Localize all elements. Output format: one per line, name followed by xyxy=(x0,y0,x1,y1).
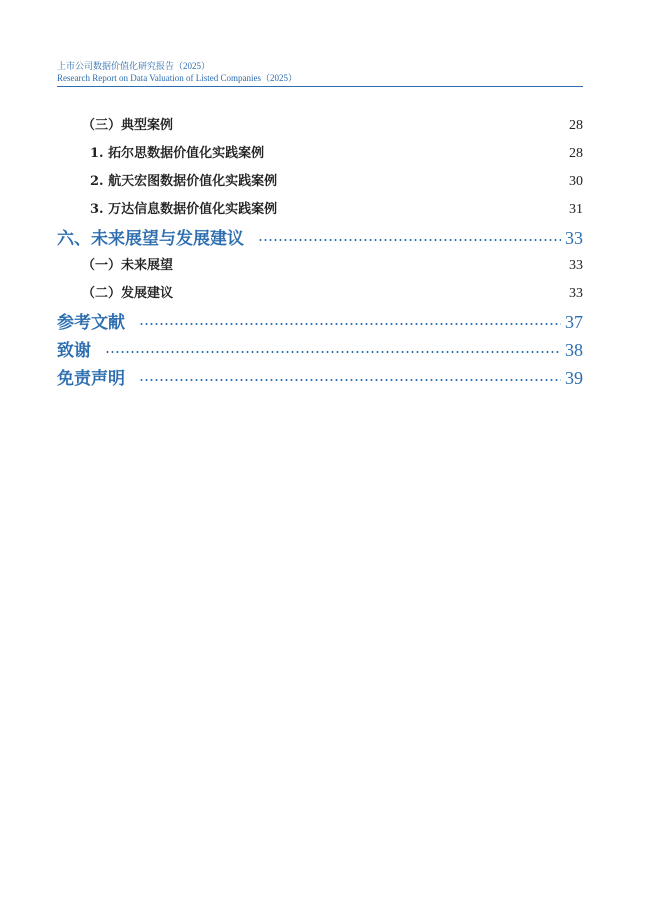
toc-entry-page: 31 xyxy=(569,202,583,217)
toc-entry-page: 28 xyxy=(569,118,583,133)
toc-entry-label: （二）发展建议 xyxy=(82,286,174,301)
header-title-cn: 上市公司数据价值化研究报告（2025） xyxy=(57,61,211,71)
toc-entry-page: 33 xyxy=(569,258,583,273)
table-of-contents xyxy=(57,112,583,392)
toc-chapter-page: 38 xyxy=(565,340,583,360)
toc-entry[interactable] xyxy=(57,196,583,224)
toc-chapter-label: 免责声明 xyxy=(57,369,125,389)
toc-entry-label: 3. 万达信息数据价值化实践案例 xyxy=(90,202,278,217)
toc-chapter-entry[interactable] xyxy=(57,336,583,364)
toc-entry-page: 28 xyxy=(569,146,583,161)
toc-chapter-page: 33 xyxy=(565,228,583,248)
toc-chapter-label: 六、未来展望与发展建议 xyxy=(57,229,244,249)
running-header xyxy=(57,60,583,84)
toc-entry[interactable] xyxy=(57,140,583,168)
toc-chapter-entry[interactable] xyxy=(57,224,583,252)
toc-entry-label: 2. 航天宏图数据价值化实践案例 xyxy=(90,174,278,189)
toc-chapter-label: 致谢 xyxy=(57,341,91,361)
toc-entry[interactable] xyxy=(57,112,583,140)
toc-dot-leader xyxy=(139,323,561,325)
toc-entry-label: 1. 拓尔思数据价值化实践案例 xyxy=(90,146,265,161)
toc-chapter-entry[interactable] xyxy=(57,308,583,336)
toc-entry-label: （一）未来展望 xyxy=(82,258,174,273)
toc-chapter-label: 参考文献 xyxy=(57,313,125,333)
toc-entry[interactable] xyxy=(57,252,583,280)
toc-entry-label: （三）典型案例 xyxy=(82,118,174,133)
toc-dot-leader xyxy=(258,239,561,241)
header-title-en: Research Report on Data Valuation of Listed Companies（2025） xyxy=(57,73,298,83)
toc-entry[interactable] xyxy=(57,168,583,196)
toc-entry-page: 30 xyxy=(569,174,583,189)
toc-chapter-page: 39 xyxy=(565,368,583,388)
toc-dot-leader xyxy=(105,351,561,353)
toc-dot-leader xyxy=(139,379,561,381)
header-divider xyxy=(57,86,583,87)
toc-entry-page: 33 xyxy=(569,286,583,301)
toc-entry[interactable] xyxy=(57,280,583,308)
toc-chapter-page: 37 xyxy=(565,312,583,332)
toc-chapter-entry[interactable] xyxy=(57,364,583,392)
